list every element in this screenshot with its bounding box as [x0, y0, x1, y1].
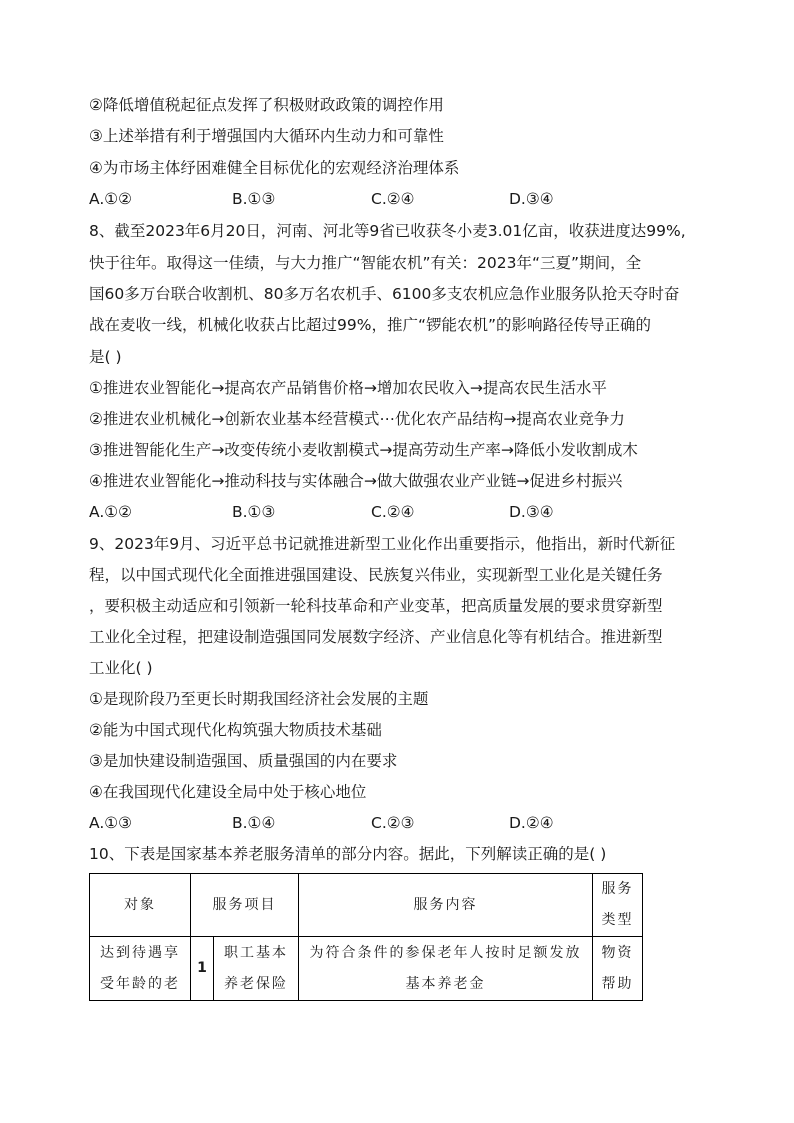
cell-service-type: 物资帮助 [593, 937, 643, 1001]
table-row [90, 937, 643, 1001]
header-service-type: 服务类型 [593, 874, 643, 937]
q9-option-a: A.①③ [89, 814, 133, 832]
q7-statement-4: ④为市场主体纾困难健全目标优化的宏观经济治理体系 [89, 159, 460, 177]
cell-service-content: 为符合条件的参保老年人按时足额发放基本养老金 [299, 937, 593, 1001]
q8-option-a: A.①② [89, 503, 133, 521]
cell-service-item: 职工基本养老保险 [214, 937, 299, 1001]
q9-stem-line-4: 工业化全过程，把建设制造强国同发展数字经济、产业信息化等有机结合。推进新型 [89, 628, 663, 646]
q8-option-c: C.②④ [371, 503, 415, 521]
q9-stem-line-2: 程，以中国式现代化全面推进强国建设、民族复兴伟业，实现新型工业化是关键任务 [89, 566, 663, 584]
q7-option-c: C.②④ [371, 190, 415, 208]
cell-index: 1 [191, 937, 214, 1001]
q7-statement-3: ③上述举措有利于增强国内大循环内生动力和可靠性 [89, 127, 444, 145]
pension-service-table [89, 873, 643, 1001]
q10-stem: 10、下表是国家基本养老服务清单的部分内容。据此，下列解读正确的是( ) [89, 845, 607, 863]
q8-stem-line-5: 是( ) [89, 348, 122, 366]
table-header-row [90, 874, 643, 937]
q9-statement-3: ③是加快建设制造强国、质量强国的内在要求 [89, 752, 398, 770]
q9-statement-1: ①是现阶段乃至更长时期我国经济社会发展的主题 [89, 690, 429, 708]
q9-stem-line-5: 工业化( ) [89, 659, 153, 677]
q8-options [89, 497, 709, 528]
q7-option-a: A.①② [89, 190, 133, 208]
q8-option-d: D.③④ [509, 503, 554, 521]
q8-stem-line-2: 快于往年。取得这一佳绩，与大力推广“智能农机”有关：2023年“三夏”期间，全 [89, 254, 642, 272]
q9-option-b: B.①④ [232, 814, 276, 832]
q8-statement-4: ④推进农业智能化→推动科技与实体融合→做大做强农业产业链→促进乡村振兴 [89, 472, 623, 490]
q7-option-d: D.③④ [509, 190, 554, 208]
q8-statement-2: ②推进农业机械化→创新农业基本经营模式⋯优化农产品结构→提高农业竞争力 [89, 410, 625, 428]
q9-statement-2: ②能为中国式现代化构筑强大物质技术基础 [89, 721, 382, 739]
q8-option-b: B.①③ [232, 503, 276, 521]
q7-option-b: B.①③ [232, 190, 276, 208]
q8-statement-3: ③推进智能化生产→改变传统小麦收割模式→提高劳动生产率→降低小发收割成木 [89, 441, 638, 459]
q8-stem-line-1: 8、截至2023年6月20日，河南、河北等9省已收获冬小麦3.01亿亩，收获进度达99%, [89, 222, 686, 240]
q9-stem-line-1: 9、2023年9月、习近平总书记就推进新型工业化作出重要指示，他指出，新时代新征 [89, 535, 676, 553]
q8-stem-line-4: 战在麦收一线，机械化收获占比超过99%，推广“锣能农机”的影响路径传导正确的 [89, 316, 652, 334]
q8-statement-1: ①推进农业智能化→提高农产品销售价格→增加农民收入→提高农民生活水平 [89, 379, 607, 397]
q8-stem-line-3: 国60多万台联合收割机、80多万名农机手、6100多支农机应急作业服务队抢天夺时奋 [89, 285, 680, 303]
q7-statement-2: ②降低增值税起征点发挥了积极财政政策的调控作用 [89, 96, 444, 114]
q9-option-c: C.②③ [371, 814, 415, 832]
q9-option-d: D.②④ [509, 814, 554, 832]
q7-options [89, 184, 709, 215]
header-service-content: 服务内容 [299, 874, 593, 937]
cell-target: 达到待遇享受年龄的老 [90, 937, 191, 1001]
header-service-item: 服务项目 [191, 874, 299, 937]
q9-options [89, 808, 709, 839]
header-target: 对象 [90, 874, 191, 937]
q9-statement-4: ④在我国现代化建设全局中处于核心地位 [89, 783, 367, 801]
q9-stem-line-3: ，要积极主动适应和引领新一轮科技革命和产业变革，把高质量发展的要求贯穿新型 [89, 597, 663, 615]
